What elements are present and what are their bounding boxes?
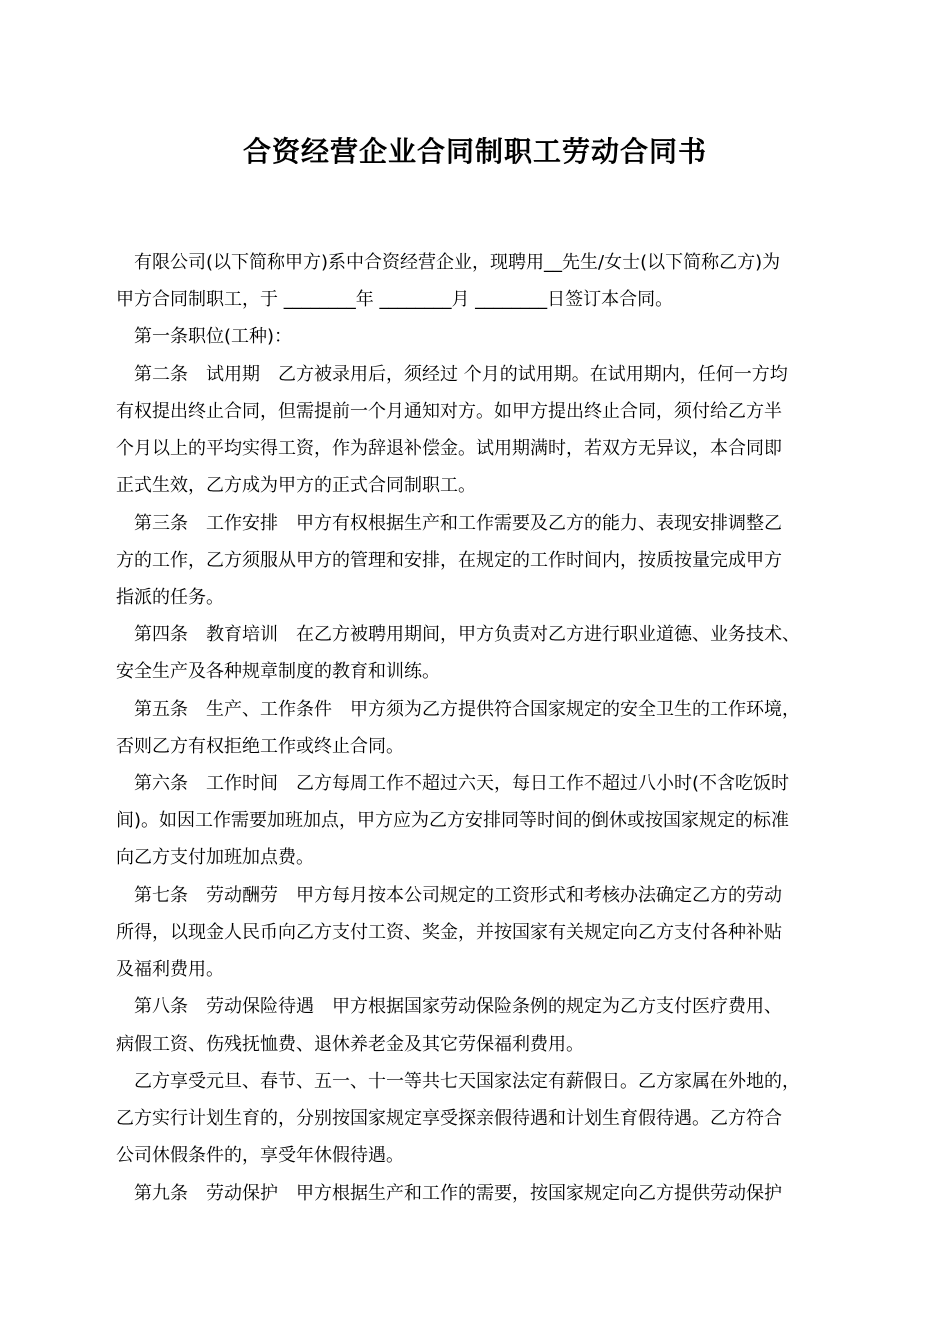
paragraph-line: 安全生产及各种规章制度的教育和训练。 — [116, 661, 440, 682]
paragraph-line: 乙方实行计划生育的，分别按国家规定享受探亲假待遇和计划生育假待遇。乙方符合 — [116, 1108, 782, 1129]
paragraph-line: 个月以上的平均实得工资，作为辞退补偿金。试用期满时，若双方无异议，本合同即 — [116, 438, 782, 459]
paragraph-line: 第一条职位(工种)： — [134, 326, 293, 347]
paragraph-line: 有限公司(以下简称甲方)系中合资经营企业，现聘用__先生/女士(以下简称乙方)为 — [134, 252, 781, 273]
document-title: 合资经营企业合同制职工劳动合同书 — [242, 135, 707, 168]
paragraph-line: 有权提出终止合同，但需提前一个月通知对方。如甲方提出终止合同，须付给乙方半 — [116, 401, 782, 422]
paragraph-line: 第二条 试用期 乙方被录用后，须经过 个月的试用期。在试用期内，任何一方均 — [134, 364, 788, 385]
paragraph-line: 第三条 工作安排 甲方有权根据生产和工作需要及乙方的能力、表现安排调整乙 — [134, 513, 782, 534]
paragraph-line: 指派的任务。 — [116, 587, 224, 608]
paragraph-line: 正式生效，乙方成为甲方的正式合同制职工。 — [116, 475, 476, 496]
paragraph-line: 第五条 生产、工作条件 甲方须为乙方提供符合国家规定的安全卫生的工作环境， — [134, 699, 800, 720]
paragraph-line: 病假工资、伤残抚恤费、退休养老金及其它劳保福利费用。 — [116, 1034, 584, 1055]
paragraph-line: 第七条 劳动酬劳 甲方每月按本公司规定的工资形式和考核办法确定乙方的劳动 — [134, 885, 782, 906]
paragraph-line: 第四条 教育培训 在乙方被聘用期间，甲方负责对乙方进行职业道德、业务技术、 — [134, 624, 800, 645]
paragraph-line: 间)。如因工作需要加班加点，甲方应为乙方安排同等时间的倒休或按国家规定的标准 — [116, 810, 790, 831]
paragraph-line: 第六条 工作时间 乙方每周工作不超过六天，每日工作不超过八小时(不含吃饭时 — [134, 773, 790, 794]
paragraph-line: 方的工作，乙方须服从甲方的管理和安排，在规定的工作时间内，按质按量完成甲方 — [116, 550, 782, 571]
paragraph-line: 及福利费用。 — [116, 959, 224, 980]
paragraph-line: 所得，以现金人民币向乙方支付工资、奖金，并按国家有关规定向乙方支付各种补贴 — [116, 922, 782, 943]
paragraph-line: 公司休假条件的，享受年休假待遇。 — [116, 1145, 404, 1166]
paragraph-line: 第八条 劳动保险待遇 甲方根据国家劳动保险条例的规定为乙方支付医疗费用、 — [134, 996, 782, 1017]
paragraph-line: 甲方合同制职工，于 ________年 ________月 ________日签订本合同。 — [116, 289, 674, 310]
paragraph-line: 第九条 劳动保护 甲方根据生产和工作的需要，按国家规定向乙方提供劳动保护 — [134, 1183, 782, 1204]
paragraph-line: 向乙方支付加班加点费。 — [116, 847, 314, 868]
paragraph-line: 乙方享受元旦、春节、五一、十一等共七天国家法定有薪假日。乙方家属在外地的， — [134, 1071, 800, 1092]
paragraph-line: 否则乙方有权拒绝工作或终止合同。 — [116, 736, 404, 757]
